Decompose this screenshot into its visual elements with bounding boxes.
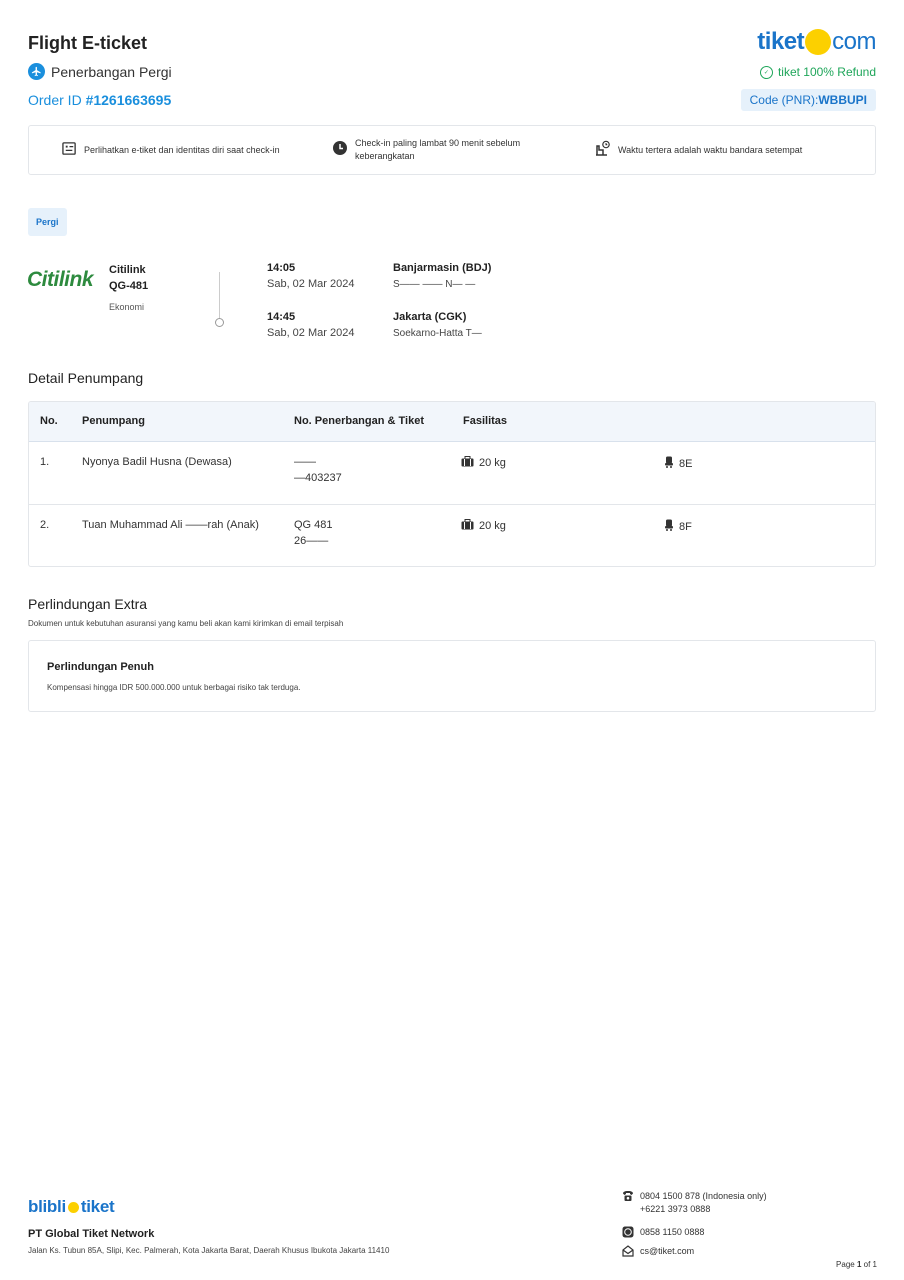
- passenger-name: Nyonya Badil Husna (Dewasa): [82, 456, 232, 468]
- company-name: PT Global Tiket Network: [28, 1228, 155, 1240]
- info-item-local-time: Waktu tertera adalah waktu bandara setempat: [595, 126, 865, 174]
- insurance-description: Kompensasi hingga IDR 500.000.000 untuk berbagai risiko tak terduga.: [47, 683, 301, 692]
- header-facility: Fasilitas: [463, 415, 508, 427]
- seat-number: 8E: [664, 456, 692, 471]
- email-address: cs@tiket.com: [640, 1246, 695, 1256]
- phone-number-2: +6221 3973 0888: [640, 1203, 711, 1214]
- page-number: Page 1 of 1: [836, 1260, 877, 1269]
- whatsapp-contact: [622, 1226, 704, 1242]
- airport-clock-icon: [595, 140, 611, 160]
- whatsapp-icon: [622, 1226, 634, 1242]
- trip-direction-label: Penerbangan Pergi: [51, 63, 172, 80]
- phone-contact: [622, 1190, 767, 1215]
- refund-badge: ✓ tiket 100% Refund: [760, 65, 876, 79]
- arrival-date: Sab, 02 Mar 2024: [267, 327, 355, 339]
- header-passenger: Penumpang: [82, 415, 145, 427]
- clock-icon: [332, 140, 348, 160]
- order-id: Order ID #1261663695: [28, 92, 172, 108]
- mail-icon: [622, 1245, 634, 1261]
- ticket-line1: QG 481: [294, 519, 333, 531]
- info-item-identity: Perlihatkan e-tiket dan identitas diri saat check-in: [62, 126, 322, 174]
- arrival-time: 14:45: [267, 311, 296, 323]
- insurance-name: Perlindungan Penuh: [47, 661, 154, 673]
- departure-time: 14:05: [267, 262, 296, 274]
- blibli-tiket-logo: blibli tiket: [28, 1197, 115, 1216]
- logo-dot: [805, 29, 831, 55]
- passenger-name: Tuan Muhammad Ali ——rah (Anak): [82, 519, 259, 531]
- header-ticket: No. Penerbangan & Tiket: [294, 415, 424, 427]
- id-card-icon: [62, 141, 77, 160]
- extra-description: Dokumen untuk kebutuhan asuransi yang kamu beli akan kami kirimkan di email terpisah: [28, 619, 344, 628]
- trip-tag: Pergi: [28, 208, 67, 236]
- pnr-code: Code (PNR):WBBUPI: [741, 89, 876, 111]
- plane-icon: [28, 63, 45, 80]
- checkin-info-box: [28, 125, 876, 175]
- departure-date: Sab, 02 Mar 2024: [267, 278, 355, 290]
- timeline-arrival-dot: [215, 318, 224, 327]
- ticket-line1: ——: [294, 456, 316, 468]
- table-row: [29, 442, 875, 504]
- seat-number: 8F: [664, 519, 692, 534]
- passenger-no: 2.: [40, 519, 50, 531]
- baggage-icon: [461, 456, 474, 470]
- logo-dot: [68, 1202, 79, 1213]
- baggage-icon: [461, 519, 474, 533]
- seat-icon: [664, 456, 674, 471]
- baggage-allowance: 20 kg: [461, 456, 506, 470]
- refund-icon: ✓: [760, 66, 773, 79]
- flight-number: QG-481: [109, 280, 149, 292]
- passenger-no: 1.: [40, 456, 50, 468]
- insurance-card: [28, 640, 876, 712]
- baggage-allowance: 20 kg: [461, 519, 506, 533]
- page-title: Flight E-ticket: [28, 33, 148, 53]
- passenger-table-header: [29, 402, 875, 442]
- airline-logo: Citilink: [27, 268, 94, 291]
- table-row: [29, 504, 875, 566]
- phone-number-1: 0804 1500 878 (Indonesia only): [640, 1191, 767, 1201]
- tiket-logo: tiket com: [757, 28, 876, 55]
- cabin-class: Ekonomi: [109, 302, 145, 312]
- order-id-value: #1261663695: [85, 92, 172, 108]
- info-item-checkin: Check-in paling lambat 90 menit sebelum keberangkatan: [332, 126, 547, 174]
- timeline-line: [219, 272, 220, 319]
- ticket-line2: 26——: [294, 535, 329, 547]
- trip-direction: [28, 63, 172, 80]
- departure-city: Banjarmasin (BDJ): [393, 262, 492, 274]
- airline-name: Citilink: [109, 264, 146, 276]
- ticket-line2: —403237: [294, 472, 342, 484]
- email-contact: [622, 1245, 694, 1261]
- arrival-airport: Soekarno-Hatta T—: [393, 328, 482, 339]
- whatsapp-number: 0858 1150 0888: [640, 1227, 705, 1237]
- header-no: No.: [40, 415, 58, 427]
- phone-icon: [622, 1190, 634, 1206]
- seat-icon: [664, 519, 674, 534]
- passenger-section-title: Detail Penumpang: [28, 370, 144, 386]
- company-address: Jalan Ks. Tubun 85A, Slipi, Kec. Palmerah, Kota Jakarta Barat, Daerah Khusus Ibukota Jakarta 11410: [28, 1246, 390, 1255]
- passenger-table: [28, 401, 876, 567]
- arrival-city: Jakarta (CGK): [393, 311, 467, 323]
- departure-airport: S—— —— N— —: [393, 279, 476, 290]
- extra-section-title: Perlindungan Extra: [28, 596, 148, 612]
